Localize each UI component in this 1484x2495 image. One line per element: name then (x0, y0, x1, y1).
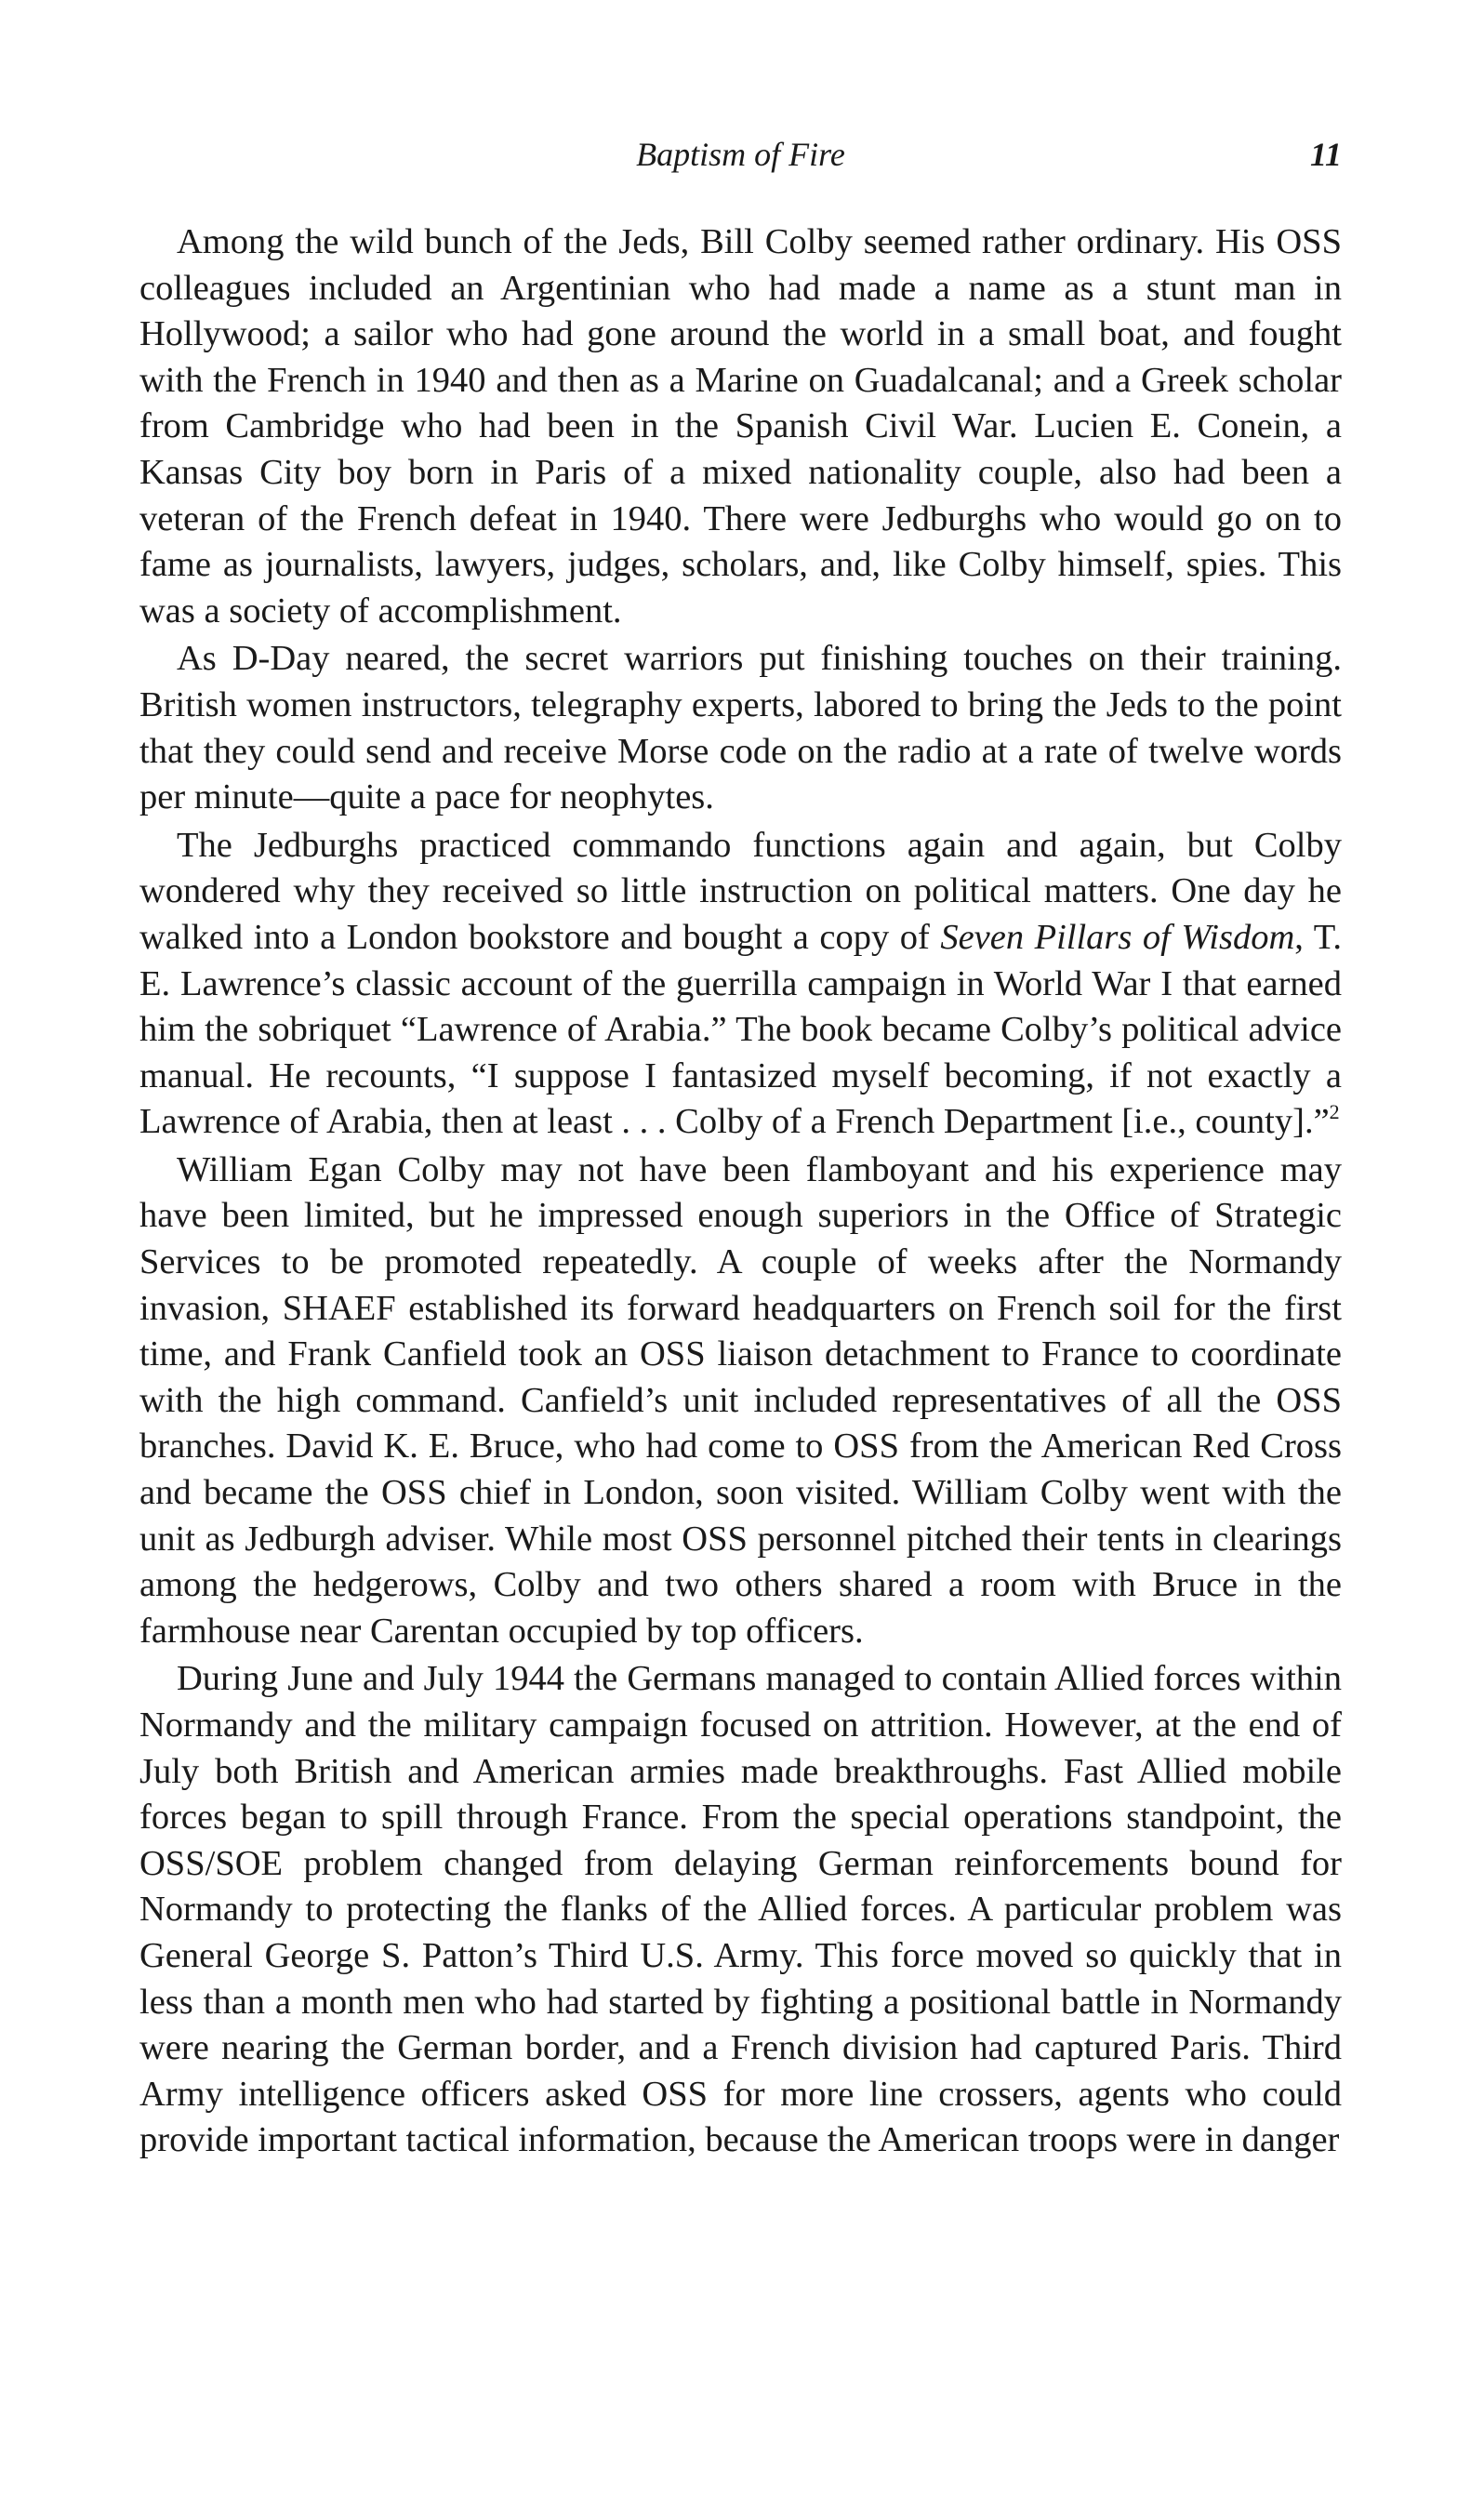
paragraph-3 (139, 823, 1342, 1146)
body-text (139, 219, 1342, 2164)
paragraph-5: During June and July 1944 the Germans managed to contain Allied forces within Normandy and the military campaign focused on attrition. However, at the end of July both British and American armies made breakthroughs. Fast Allied mobile forces began to spill through France. From the special operations standpoint, the OSS/SOE problem changed from delaying German reinforcements bound for Normandy to protecting the flanks of the Allied forces. A particular problem was General George S. Patton’s Third U.S. Army. This force moved so quickly that in less than a month men who had started by fighting a positional battle in Normandy were nearing the German border, and a French division had captured Paris. Third Army intelligence officers asked OSS for more line crossers, agents who could provide important tactical information, because the American troops were in danger (139, 1659, 1342, 2160)
paragraph-1: Among the wild bunch of the Jeds, Bill Colby seemed rather ordinary. His OSS colleagues included an Argentinian who had made a name as a stunt man in Hollywood; a sailor who had gone around the world in a small boat, and fought with the French in 1940 and then as a Marine on Guadalcanal; and a Greek scholar from Cambridge who had been in the Spanish Civil War. Lucien E. Conein, a Kansas City boy born in Paris of a mixed nationality couple, also had been a veteran of the French defeat in 1940. There were Jedburghs who would go on to fame as journalists, lawyers, judges, scholars, and, like Colby himself, spies. This was a society of accomplishment. (139, 222, 1342, 630)
page-number: 11 (1309, 136, 1342, 173)
paragraph-3-text-a: The Jedburghs practiced commando functions again and again, but Colby wondered why they received so little instruction on political matters. One day he walked into a London bookstore and bought a copy of (139, 825, 1342, 957)
footnote-reference: 2 (1329, 1100, 1340, 1124)
book-title-seven-pillars: Seven Pillars of Wisdom (940, 917, 1295, 957)
paragraph-2: As D-Day neared, the secret warriors put finishing touches on their training. British women instructors, telegraphy experts, labored to bring the Jeds to the point that they could send and receive Morse code on the radio at a rate of twelve words per minute—quite a pace for neophytes. (139, 639, 1342, 817)
running-title: Baptism of Fire (636, 136, 845, 173)
running-head (139, 130, 1342, 179)
paragraph-3-text-b: , T. E. Lawrence’s classic account of the guerrilla campaign in World War I that earned him the sobriquet “Lawrence of Arabia.” The book became Colby’s political advice manual. He recounts, “I suppose I fantasized myself becoming, if not exactly a Lawrence of Arabia, then at least . . . Colby of a French Department [i.e., county].” (139, 917, 1342, 1142)
paragraph-4: William Egan Colby may not have been flamboyant and his experience may have been limited, but he impressed enough superiors in the Office of Strategic Services to be promoted repeatedly. A couple of weeks after the Normandy invasion, SHAEF established its forward headquarters on French soil for the first time, and Frank Canfield took an OSS liaison detachment to France to coordinate with the high command. Canfield’s unit included representatives of all the OSS branches. David K. E. Bruce, who had come to OSS from the American Red Cross and became the OSS chief in London, soon visited. William Colby went with the unit as Jedburgh adviser. While most OSS personnel pitched their tents in clearings among the hedgerows, Colby and two others shared a room with Bruce in the farmhouse near Carentan occupied by top officers. (139, 1149, 1342, 1651)
